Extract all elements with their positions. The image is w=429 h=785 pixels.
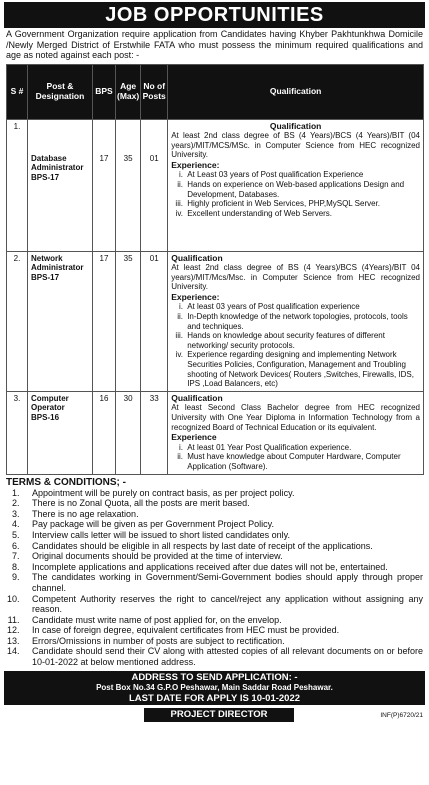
intro-text: A Government Organization require application from Candidates having Khyber Pakhtunkhwa Domicile /Newly Merged District of Erstwhile FATA who must possess the minimum required qualifications and age as noted against each post: - [6,29,423,60]
row-post [28,119,93,251]
post-name: Network Administrator [31,253,84,273]
terms-heading: TERMS & CONDITIONS; - [6,476,126,488]
qualification-text: At least 2nd class degree of BS (4 Years)/BCS (4 Years)/BIT (04 years)/MIT/MCS/MSc. in Computer Science from HEC recognized University. [171,131,420,160]
list-item: 1. Appointment will be purely on contract basis, as per project policy. [22,488,423,499]
header-sn: S # [7,64,28,119]
age-value: 35 [123,153,133,163]
qualification-text: At least Second Class Bachelor degree from HEC recognized University with One Year Diploma in Information Technology from a recognized Board of Technical Education or its equivalent. [171,403,420,432]
table-row [7,119,424,251]
list-item: i. At Least 03 years of Post qualification Experience [185,170,420,180]
list-item: 7. Original documents should be provided at the time of interview. [22,551,423,562]
list-item: 2. There is no Zonal Quota, all the posts are merit based. [22,498,423,509]
list-item: 13. Errors/Omissions in number of posts are subject to rectification. [22,636,423,647]
qualification-text: At least 2nd class degree of BS (4 Years)/BCS (4Years)/BIT 04 years)/MIT/Mcs/Msc. in Computer Science from HEC recognized University. [171,263,420,292]
job-advertisement [0,2,429,785]
list-item: i. At least 01 Year Post Qualification experience. [185,443,420,453]
post-bps: BPS-16 [31,413,60,422]
table-header-row [7,64,424,119]
table-row [7,251,424,391]
row-bps: 17 [93,251,116,391]
list-item: ii. In-Depth knowledge of the network topologies, protocols, tools and techniques. [185,312,420,331]
list-item: 8. Incomplete applications and applications received after due dates will not be, entertained. [22,562,423,573]
last-date: LAST DATE FOR APPLY IS 10-01-2022 [128,692,301,704]
address-line: Post Box No.34 G.P.O Peshawar, Main Saddar Road Peshawar. [96,682,333,692]
row-age [116,119,141,251]
list-item: 11. Candidate must write name of post applied for, on the envelop. [22,615,423,626]
bps-value: 17 [99,153,109,163]
row-post [28,251,93,391]
signatory: PROJECT DIRECTOR [144,708,294,722]
row-posts: 01 [141,251,168,391]
header-posts: No of Posts [141,64,168,119]
header-post: Post & Designation [28,64,93,119]
table-row [7,391,424,474]
row-bps: 16 [93,391,116,474]
terms-list [0,488,429,668]
list-item: 14. Candidate should send their CV along with attested copies of all relevant documents on or before 10-01-2022 at below mentioned address. [22,646,423,667]
list-item: i. At least 03 years of Post qualification experience [185,302,420,312]
list-item: ii. Must have knowledge about Computer Hardware, Computer Application (Software). [185,452,420,471]
row-bps [93,119,116,251]
experience-list [171,302,420,388]
experience-heading: Experience: [171,159,220,170]
qualification-heading: Qualification [171,252,223,263]
list-item: 12. In case of foreign degree, equivalent certificates from HEC must be provided. [22,625,423,636]
list-item: 3. There is no age relaxation. [22,509,423,520]
header-qualification: Qualification [168,64,424,119]
row-qualification [168,119,424,251]
list-item: 6. Candidates should be eligible in all respects by last date of receipt of the applications. [22,541,423,552]
address-box [4,671,425,705]
row-posts [141,119,168,251]
post-name: Database Administrator [31,153,84,173]
experience-heading: Experience [171,432,217,443]
row-qualification [168,251,424,391]
list-item: iii. Highly proficient in Web Services, PHP,MySQL Server. [185,199,420,209]
page-title: JOB OPPORTUNITIES [4,2,425,28]
list-item: iv. Excellent understanding of Web Servers. [185,209,420,219]
list-item: 5. Interview calls letter will be issued to short listed candidates only. [22,530,423,541]
qualification-heading: Qualification [269,120,322,131]
list-item: 10. Competent Authority reserves the right to cancel/reject any application without assigning any reason. [22,594,423,615]
row-age: 30 [116,391,141,474]
list-item: iv. Experience regarding designing and implementing Network Securities Policies, Configuration, Management and Troubling shooting of Network Devices( Routers ,Switches, Firewalls, IDS, IPS ,Load Balancers, etc) [185,350,420,388]
post-name: Computer Operator [31,393,69,413]
row-posts: 33 [141,391,168,474]
experience-heading: Experience: [171,291,220,302]
footer [4,708,425,724]
reference-number: INF(P)6720/21 [380,711,423,719]
row-qualification [168,391,424,474]
list-item: iii. Hands on knowledge about security features of different networking/ security protocols. [185,331,420,350]
row-age: 35 [116,251,141,391]
list-item: 9. The candidates working in Government/Semi-Government bodies should apply through proper channel. [22,572,423,593]
row-post [28,391,93,474]
post-bps: BPS-17 [31,272,60,282]
address-heading: ADDRESS TO SEND APPLICATION: - [131,671,298,683]
row-sn: 2. [7,251,28,391]
experience-list [171,170,420,218]
row-sn: 1. [7,119,28,251]
header-bps: BPS [93,64,116,119]
row-sn: 3. [7,391,28,474]
posts-value: 01 [149,153,159,163]
header-age: Age (Max) [116,64,141,119]
jobs-table [6,64,424,475]
list-item: 4. Pay package will be given as per Government Project Policy. [22,519,423,530]
experience-list [171,443,420,472]
post-bps: BPS-17 [31,172,60,182]
list-item: ii. Hands on experience on Web-based applications Design and Development, Databases. [185,180,420,199]
qualification-heading: Qualification [171,392,223,403]
